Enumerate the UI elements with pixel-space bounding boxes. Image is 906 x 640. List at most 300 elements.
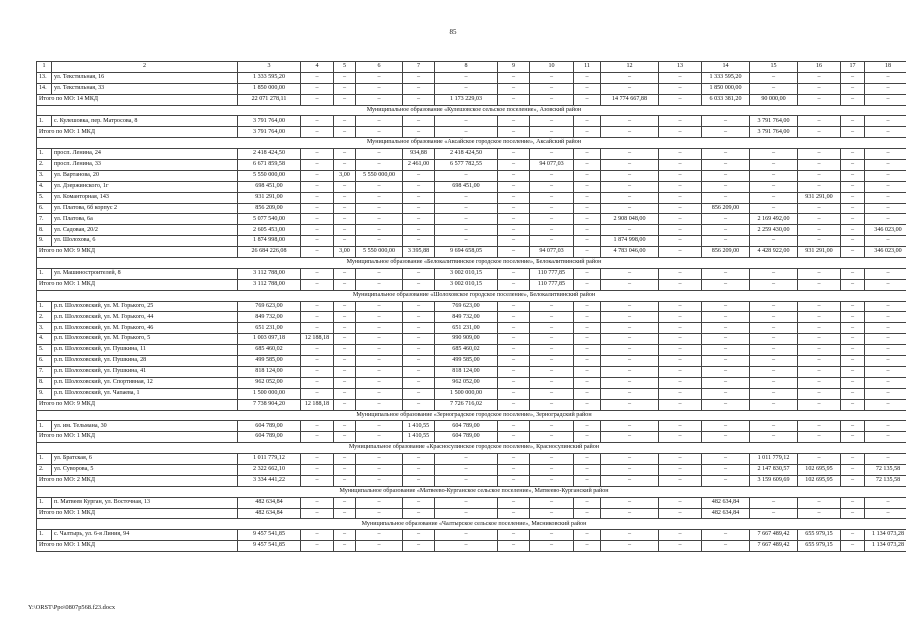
total-label: Итого по МО: 1 МКД (37, 279, 238, 290)
table-cell: – (659, 530, 702, 541)
table-cell: – (435, 508, 498, 519)
table-cell: – (530, 225, 574, 236)
table-cell: – (841, 541, 865, 552)
table-cell: – (498, 225, 530, 236)
table-row (37, 83, 906, 94)
table-cell: – (865, 149, 906, 160)
table-cell: – (865, 432, 906, 443)
table-cell: 6 033 381,20 (702, 94, 750, 105)
municipality-title: Муниципальное образование «Красносулинское городское поселение», Красносулинский район (37, 443, 906, 454)
table-cell: – (702, 323, 750, 334)
table-cell: – (530, 312, 574, 323)
table-cell: – (865, 399, 906, 410)
table-cell: 3 002 010,15 (435, 268, 498, 279)
address-cell: ул. Текстильная, 33 (52, 83, 238, 94)
table-cell: – (574, 508, 601, 519)
table-cell: – (334, 366, 356, 377)
table-cell: – (530, 72, 574, 83)
table-cell: – (798, 160, 841, 171)
table-cell: – (750, 356, 798, 367)
table-cell: 7 667 489,42 (750, 530, 798, 541)
table-cell: – (841, 356, 865, 367)
table-cell: – (403, 116, 435, 127)
table-cell: – (750, 181, 798, 192)
table-cell: – (601, 83, 659, 94)
table-cell: – (601, 508, 659, 519)
table-cell: – (403, 323, 435, 334)
table-cell: 4 783 046,00 (601, 247, 659, 258)
table-cell: – (301, 421, 334, 432)
table-cell: – (574, 356, 601, 367)
table-cell: – (798, 454, 841, 465)
table-cell: – (798, 388, 841, 399)
table-cell: – (659, 454, 702, 465)
table-cell: – (574, 170, 601, 181)
table-cell: 346 023,00 (865, 225, 906, 236)
table-cell: 962 052,00 (435, 377, 498, 388)
total-row (37, 279, 906, 290)
table-cell: – (530, 464, 574, 475)
table-cell: – (841, 334, 865, 345)
table-cell: 3 791 764,00 (238, 116, 301, 127)
table-cell: – (435, 454, 498, 465)
table-cell: – (659, 160, 702, 171)
table-cell: 5 077 540,00 (238, 214, 301, 225)
table-cell: – (841, 160, 865, 171)
table-cell: – (601, 454, 659, 465)
address-cell: р.п. Шолоховский, ул. М. Горького, 25 (52, 301, 238, 312)
column-number-header: 1 (37, 62, 52, 73)
table-cell: – (574, 432, 601, 443)
table-cell: – (301, 247, 334, 258)
table-cell: – (659, 181, 702, 192)
section-header-row (37, 258, 906, 269)
table-cell: 1 850 000,00 (238, 83, 301, 94)
table-cell: – (334, 475, 356, 486)
column-number-header: 2 (52, 62, 238, 73)
table-cell: – (841, 170, 865, 181)
total-label: Итого по МО: 14 МКД (37, 94, 238, 105)
table-cell: – (334, 72, 356, 83)
table-cell: – (498, 399, 530, 410)
table-row (37, 497, 906, 508)
table-cell: – (841, 454, 865, 465)
table-row (37, 268, 906, 279)
column-number-header: 4 (301, 62, 334, 73)
table-cell: 482 634,84 (702, 497, 750, 508)
table-cell: 3,00 (334, 170, 356, 181)
table-cell: – (659, 388, 702, 399)
total-row (37, 432, 906, 443)
table-cell: – (574, 464, 601, 475)
table-row (37, 421, 906, 432)
table-cell: 110 777,85 (530, 268, 574, 279)
table-cell: – (750, 399, 798, 410)
table-cell: – (702, 181, 750, 192)
table-cell: – (659, 475, 702, 486)
table-cell: – (865, 214, 906, 225)
table-cell: – (498, 530, 530, 541)
table-cell: – (865, 236, 906, 247)
table-cell: – (865, 301, 906, 312)
table-cell: – (601, 225, 659, 236)
address-cell: р.п. Шолоховский, ул. Спортивная, 12 (52, 377, 238, 388)
table-cell: – (435, 83, 498, 94)
table-cell: – (356, 508, 403, 519)
table-cell: – (530, 334, 574, 345)
table-cell: 102 695,95 (798, 464, 841, 475)
table-cell: – (334, 83, 356, 94)
table-cell: – (798, 312, 841, 323)
table-cell: – (530, 366, 574, 377)
address-cell: ул. Текстильная, 16 (52, 72, 238, 83)
table-cell: – (798, 203, 841, 214)
table-cell: 651 231,00 (435, 323, 498, 334)
table-cell: – (498, 345, 530, 356)
row-number: 9. (37, 236, 52, 247)
table-cell: – (601, 377, 659, 388)
table-cell: – (574, 94, 601, 105)
table-cell: – (841, 530, 865, 541)
table-cell: – (301, 497, 334, 508)
table-cell: – (798, 225, 841, 236)
row-number: 4. (37, 181, 52, 192)
table-cell: – (334, 312, 356, 323)
table-cell: – (659, 312, 702, 323)
table-cell: – (841, 192, 865, 203)
table-cell: – (403, 345, 435, 356)
table-cell: – (841, 247, 865, 258)
table-cell: – (865, 192, 906, 203)
table-cell: – (403, 454, 435, 465)
row-number: 2. (37, 464, 52, 475)
table-cell: – (574, 541, 601, 552)
table-cell: – (750, 203, 798, 214)
table-cell: – (435, 530, 498, 541)
table-cell: – (574, 312, 601, 323)
table-cell: – (574, 377, 601, 388)
total-label: Итого по МО: 1 МКД (37, 541, 238, 552)
total-row (37, 475, 906, 486)
table-cell: – (798, 72, 841, 83)
table-cell: – (601, 192, 659, 203)
table-cell: – (334, 464, 356, 475)
row-number: 1. (37, 116, 52, 127)
table-cell: – (498, 83, 530, 94)
table-cell: – (659, 192, 702, 203)
table-cell: – (356, 334, 403, 345)
table-row (37, 454, 906, 465)
table-cell: – (498, 72, 530, 83)
table-cell: – (659, 83, 702, 94)
row-number: 2. (37, 312, 52, 323)
table-cell: – (659, 464, 702, 475)
table-cell: – (798, 83, 841, 94)
table-cell: – (659, 127, 702, 138)
table-cell: 482 634,84 (238, 497, 301, 508)
table-cell: 1 173 229,03 (435, 94, 498, 105)
table-cell: 1 011 779,12 (750, 454, 798, 465)
section-header-row (37, 443, 906, 454)
table-cell: – (530, 454, 574, 465)
table-cell: – (356, 356, 403, 367)
table-cell: – (356, 421, 403, 432)
table-cell: – (334, 214, 356, 225)
municipality-title: Муниципальное образование «Аксайское городское поселение», Аксайский район (37, 138, 906, 149)
table-cell: – (403, 475, 435, 486)
table-cell: – (574, 181, 601, 192)
table-row (37, 323, 906, 334)
total-row (37, 399, 906, 410)
table-cell: – (498, 116, 530, 127)
table-cell: 990 909,00 (435, 334, 498, 345)
table-cell: – (702, 399, 750, 410)
table-cell: – (435, 541, 498, 552)
table-cell: – (574, 214, 601, 225)
table-cell: – (403, 388, 435, 399)
address-cell: просп. Ленина, 33 (52, 160, 238, 171)
table-cell: 2 418 424,50 (435, 149, 498, 160)
table-cell: – (865, 366, 906, 377)
table-cell: – (659, 508, 702, 519)
table-cell: – (334, 236, 356, 247)
table-cell: 3 002 010,15 (435, 279, 498, 290)
table-cell: – (865, 160, 906, 171)
table-cell: – (601, 279, 659, 290)
table-cell: – (750, 377, 798, 388)
table-cell: – (865, 116, 906, 127)
address-cell: просп. Ленина, 24 (52, 149, 238, 160)
table-cell: – (334, 181, 356, 192)
table-cell: 3 791 764,00 (750, 116, 798, 127)
table-cell: 3 791 764,00 (750, 127, 798, 138)
table-cell: – (659, 366, 702, 377)
table-cell: – (574, 497, 601, 508)
table-cell: – (356, 72, 403, 83)
table-cell: – (403, 72, 435, 83)
table-cell: – (403, 225, 435, 236)
address-cell: р.п. Шолоховский, ул. М. Горького, 44 (52, 312, 238, 323)
total-label: Итого по МО: 9 МКД (37, 247, 238, 258)
table-cell: – (498, 192, 530, 203)
table-cell: – (403, 127, 435, 138)
table-cell: – (659, 279, 702, 290)
table-cell: – (750, 149, 798, 160)
row-number: 5. (37, 345, 52, 356)
table-cell: 962 052,00 (238, 377, 301, 388)
table-cell: – (498, 247, 530, 258)
column-number-header: 14 (702, 62, 750, 73)
column-number-header: 7 (403, 62, 435, 73)
total-label: Итого по МО: 1 МКД (37, 508, 238, 519)
table-cell: – (301, 508, 334, 519)
table-cell: – (601, 301, 659, 312)
table-cell: – (498, 279, 530, 290)
table-cell: – (334, 94, 356, 105)
table-cell: 931 291,00 (798, 247, 841, 258)
table-row (37, 192, 906, 203)
table-cell: – (601, 312, 659, 323)
table-row (37, 464, 906, 475)
table-cell: 6 577 782,55 (435, 160, 498, 171)
table-cell: – (865, 170, 906, 181)
table-cell: – (750, 72, 798, 83)
total-label: Итого по МО: 1 МКД (37, 432, 238, 443)
table-cell: – (301, 225, 334, 236)
column-number-header: 12 (601, 62, 659, 73)
table-cell: 604 789,00 (435, 432, 498, 443)
row-number: 3. (37, 170, 52, 181)
row-number: 14. (37, 83, 52, 94)
row-number: 7. (37, 214, 52, 225)
table-cell: 5 550 000,00 (238, 170, 301, 181)
table-cell: 12 188,18 (301, 399, 334, 410)
table-cell: – (601, 399, 659, 410)
total-label: Итого по МО: 1 МКД (37, 127, 238, 138)
table-cell: – (498, 203, 530, 214)
table-cell: – (403, 366, 435, 377)
table-cell: 1 333 595,20 (238, 72, 301, 83)
table-cell: – (301, 268, 334, 279)
table-cell: – (301, 377, 334, 388)
table-cell: 3 159 609,69 (750, 475, 798, 486)
column-number-header: 15 (750, 62, 798, 73)
table-cell: – (356, 388, 403, 399)
address-cell: ул. Шолохова, 6 (52, 236, 238, 247)
address-cell: ул. Дзержинского, 1г (52, 181, 238, 192)
table-cell: – (659, 497, 702, 508)
table-cell: – (334, 377, 356, 388)
table-cell: – (750, 170, 798, 181)
table-cell: – (601, 497, 659, 508)
table-cell: – (865, 279, 906, 290)
table-cell: – (356, 312, 403, 323)
table-cell: – (301, 356, 334, 367)
table-cell: – (334, 541, 356, 552)
address-cell: п. Матвеев Курган, ул. Восточная, 13 (52, 497, 238, 508)
table-cell: – (865, 312, 906, 323)
table-cell: – (334, 356, 356, 367)
table-cell: 604 789,00 (435, 421, 498, 432)
municipality-title: Муниципальное образование «Чалтырское сельское поселение», Мясниковский район (37, 519, 906, 530)
table-cell: – (301, 170, 334, 181)
table-cell: – (841, 214, 865, 225)
table-cell: – (530, 432, 574, 443)
table-cell: – (498, 334, 530, 345)
table-cell: – (530, 508, 574, 519)
table-cell: – (498, 323, 530, 334)
table-row (37, 225, 906, 236)
table-cell: – (841, 94, 865, 105)
address-cell: ул. Братская, 6 (52, 454, 238, 465)
table-cell: 2 259 430,00 (750, 225, 798, 236)
table-cell: – (574, 366, 601, 377)
table-cell: – (334, 530, 356, 541)
table-cell: 818 124,00 (435, 366, 498, 377)
table-cell: – (334, 334, 356, 345)
table-cell: – (574, 192, 601, 203)
table-cell: – (659, 225, 702, 236)
table-cell: – (301, 116, 334, 127)
table-cell: – (530, 541, 574, 552)
table-cell: 1 500 000,00 (435, 388, 498, 399)
table-cell: – (334, 399, 356, 410)
table-cell: 856 209,00 (702, 247, 750, 258)
table-cell: – (301, 323, 334, 334)
table-cell: – (865, 268, 906, 279)
table-cell: 1 410,55 (403, 421, 435, 432)
table-cell: 604 789,00 (238, 421, 301, 432)
table-header-row (37, 62, 906, 73)
table-cell: – (403, 334, 435, 345)
address-cell: р.п. Шолоховский, ул. М. Горького, 5 (52, 334, 238, 345)
table-cell: – (530, 94, 574, 105)
table-cell: 1 333 595,20 (702, 72, 750, 83)
table-cell: – (601, 160, 659, 171)
table-cell: – (702, 225, 750, 236)
table-cell: – (659, 94, 702, 105)
table-cell: – (435, 464, 498, 475)
table-cell: – (301, 530, 334, 541)
table-cell: – (498, 301, 530, 312)
table-cell: – (574, 116, 601, 127)
table-cell: – (301, 94, 334, 105)
row-number: 4. (37, 334, 52, 345)
table-cell: – (865, 72, 906, 83)
table-cell: 1 874 998,00 (238, 236, 301, 247)
table-cell: – (841, 312, 865, 323)
table-cell: – (798, 94, 841, 105)
table-cell: – (601, 421, 659, 432)
table-row (37, 301, 906, 312)
table-cell: – (530, 214, 574, 225)
table-cell: – (659, 203, 702, 214)
table-cell: 72 135,58 (865, 475, 906, 486)
table-cell: – (574, 83, 601, 94)
table-cell: – (702, 236, 750, 247)
table-row (37, 366, 906, 377)
table-cell: – (574, 421, 601, 432)
table-cell: – (403, 356, 435, 367)
column-number-header: 9 (498, 62, 530, 73)
table-cell: – (702, 116, 750, 127)
table-cell: – (601, 149, 659, 160)
table-cell: – (403, 192, 435, 203)
table-cell: 22 071 278,11 (238, 94, 301, 105)
table-cell: – (530, 170, 574, 181)
table-cell: – (403, 508, 435, 519)
table-cell: – (498, 127, 530, 138)
table-cell: – (356, 160, 403, 171)
table-cell: – (574, 247, 601, 258)
column-number-header: 5 (334, 62, 356, 73)
table-cell: – (841, 497, 865, 508)
table-cell: – (403, 94, 435, 105)
row-number: 3. (37, 323, 52, 334)
table-cell: 856 209,00 (238, 203, 301, 214)
table-cell: – (498, 541, 530, 552)
table-cell: 90 000,00 (750, 94, 798, 105)
table-cell: – (530, 377, 574, 388)
table-cell: – (659, 247, 702, 258)
table-cell: 6 671 859,58 (238, 160, 301, 171)
table-cell: – (356, 83, 403, 94)
table-cell: 499 585,00 (238, 356, 301, 367)
table-cell: – (601, 464, 659, 475)
table-cell: – (334, 508, 356, 519)
table-cell: – (530, 345, 574, 356)
table-cell: – (798, 268, 841, 279)
